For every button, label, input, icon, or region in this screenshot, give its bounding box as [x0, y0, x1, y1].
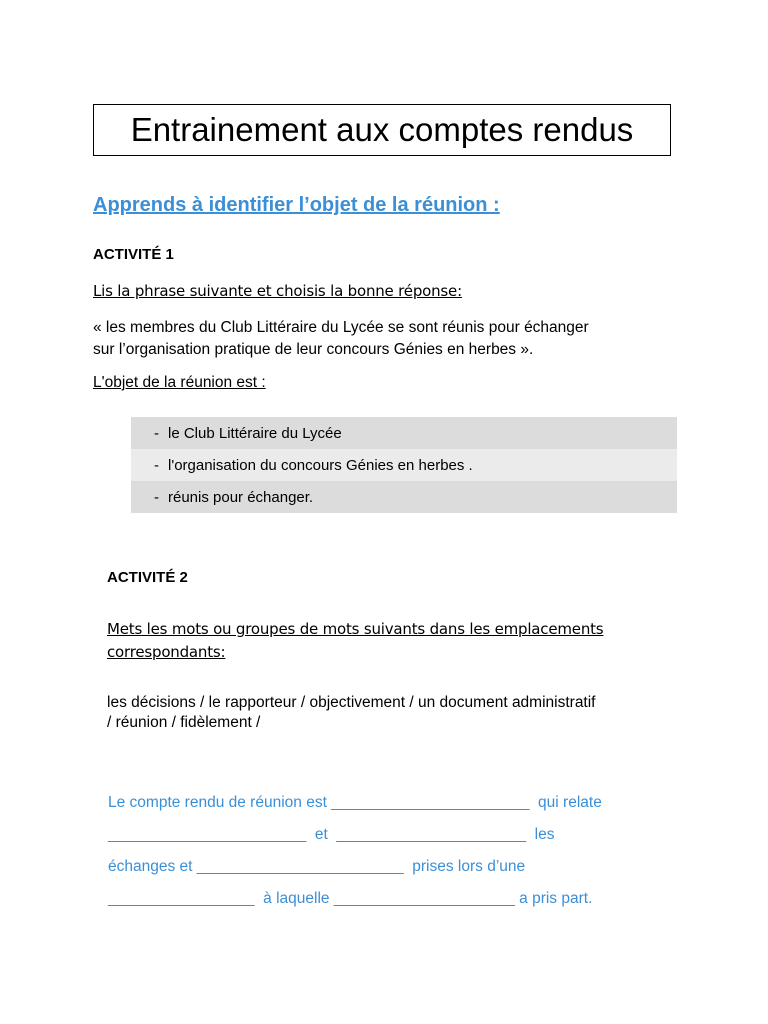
- page-title: Entrainement aux comptes rendus: [130, 111, 634, 148]
- fill-in-line-4: _________________ à laquelle _____________________ a pris part.: [108, 890, 593, 907]
- options-table: [131, 417, 677, 513]
- option-row: [131, 417, 677, 449]
- activity1-question: L'objet de la réunion est :: [93, 374, 266, 391]
- quote-line-2: sur l’organisation pratique de leur concours Génies en herbes ».: [93, 341, 534, 358]
- activity2-instruction-line-1: Mets les mots ou groupes de mots suivants dans les emplacements: [107, 620, 604, 638]
- quote-line-1: « les membres du Club Littéraire du Lycée se sont réunis pour échanger: [93, 319, 589, 336]
- activity1-instruction: Lis la phrase suivante et choisis la bonne réponse:: [93, 282, 462, 300]
- activity2-title: ACTIVITÉ 2: [107, 569, 188, 586]
- option-label: réunis pour échanger.: [168, 488, 314, 506]
- section-heading: Apprends à identifier l’objet de la réunion :: [93, 194, 500, 216]
- activity1-quote: [93, 317, 589, 361]
- title-box: [93, 104, 671, 156]
- option-label: le Club Littéraire du Lycée: [168, 424, 342, 442]
- fill-in-line-2: _______________________ et ______________________ les: [108, 826, 555, 843]
- word-list: [107, 693, 596, 733]
- option-row: [131, 449, 677, 481]
- word-list-line-1: les décisions / le rapporteur / objectivement / un document administratif: [107, 694, 596, 711]
- fill-in-line-3: échanges et ________________________ prises lors d’une: [108, 858, 526, 875]
- activity1-title: ACTIVITÉ 1: [93, 246, 174, 263]
- list-dash: -: [154, 424, 159, 442]
- activity2-instruction-line-2: correspondants:: [107, 643, 226, 661]
- list-dash: -: [154, 456, 159, 474]
- option-label: l'organisation du concours Génies en herbes .: [168, 456, 473, 474]
- fill-in-line-1: Le compte rendu de réunion est _______________________ qui relate: [108, 794, 602, 811]
- word-list-line-2: / réunion / fidèlement /: [107, 714, 261, 731]
- list-dash: -: [154, 488, 159, 506]
- option-row: [131, 481, 677, 513]
